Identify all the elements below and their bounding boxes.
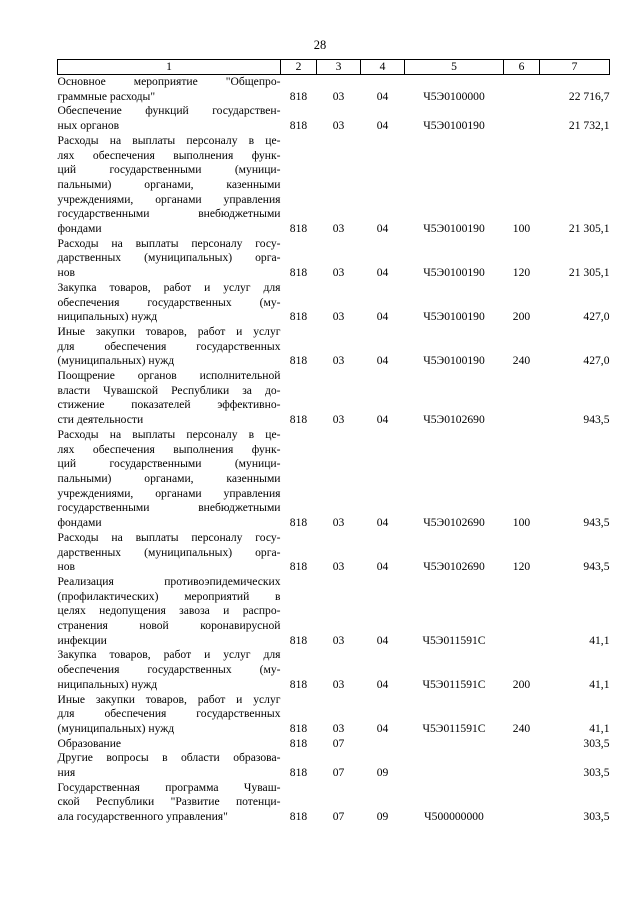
row-ministry-code: 818 [289, 119, 308, 133]
row-expense-type-code: 120 [512, 266, 531, 280]
row-ministry-code: 818 [289, 677, 308, 691]
row-target-article-code [405, 751, 504, 780]
row-subsection-code: 09 [376, 810, 389, 824]
row-subsection-code: 04 [376, 266, 389, 280]
row-description [58, 237, 281, 281]
row-expense-type-code [504, 75, 540, 105]
description-line: фондами [57, 516, 102, 530]
column-header-6: 6 [504, 60, 540, 75]
row-description [58, 369, 281, 428]
description-line: лях обеспечения выполнения функ- [57, 442, 281, 456]
description-line: целях недопущения завоза и распро- [57, 604, 281, 618]
description-line: для обеспечения государственных [57, 707, 281, 721]
row-target-article-code: Ч5Э0100190 [423, 266, 485, 280]
row-expense-type-code: 240 [512, 721, 531, 735]
description-line: Расходы на выплаты персоналу в це- [57, 427, 281, 441]
row-section-code: 03 [332, 266, 345, 280]
description-line: (профилактических) мероприятий в [57, 589, 281, 603]
row-target-article-code: Ч5Э0100190 [423, 310, 485, 324]
row-amount: 21 305,1 [568, 266, 610, 280]
column-header-5: 5 [405, 60, 504, 75]
description-line: ния [57, 766, 76, 780]
row-amount: 303,5 [583, 736, 610, 750]
row-ministry-code: 818 [289, 633, 308, 647]
column-header-3: 3 [317, 60, 361, 75]
row-target-article-code: Ч5Э0102690 [423, 516, 485, 530]
description-line: стижение показателей эффективно- [57, 398, 281, 412]
description-line: странения новой коронавирусной [57, 619, 281, 633]
column-header-7: 7 [540, 60, 610, 75]
description-line: пальными) органами, казенными [57, 177, 281, 191]
description-line: Обеспечение функций государствен- [57, 104, 281, 118]
row-subsection-code: 04 [376, 721, 389, 735]
column-header-1: 1 [58, 60, 281, 75]
row-description [58, 134, 281, 237]
description-line: лях обеспечения выполнения функ- [57, 148, 281, 162]
row-ministry-code: 818 [289, 721, 308, 735]
row-subsection-code: 04 [376, 222, 389, 236]
description-line: нов [57, 266, 75, 280]
description-line: ных органов [57, 119, 120, 133]
row-ministry-code: 818 [289, 516, 308, 530]
table-row [58, 237, 610, 281]
description-line: обеспечения государственных (му- [57, 663, 281, 677]
table-row [58, 693, 610, 737]
row-target-article-code: Ч5Э0100190 [423, 354, 485, 368]
description-line: для обеспечения государственных [57, 339, 281, 353]
column-header-4: 4 [361, 60, 405, 75]
table-row [58, 737, 610, 752]
row-target-article-code: Ч5Э011591С [422, 721, 486, 735]
row-expense-type-code: 240 [512, 354, 531, 368]
description-line: обеспечения государственных (му- [57, 295, 281, 309]
description-line: государственными внебюджетными [57, 501, 281, 515]
table-row [58, 428, 610, 531]
row-description [58, 325, 281, 369]
table-row [58, 134, 610, 237]
table-body [58, 75, 610, 825]
table-row [58, 369, 610, 428]
row-description [58, 751, 281, 780]
row-section-code: 03 [332, 560, 345, 574]
row-target-article-code: Ч5Э011591С [422, 677, 486, 691]
row-ministry-code: 818 [289, 810, 308, 824]
row-description [58, 737, 281, 752]
table-row [58, 325, 610, 369]
description-line: инфекции [57, 633, 107, 647]
table-row [58, 781, 610, 825]
table-row [58, 531, 610, 575]
description-line: ниципальных) нужд [57, 310, 158, 324]
description-line: Поощрение органов исполнительной [57, 369, 281, 383]
description-line: государственными внебюджетными [57, 207, 281, 221]
row-subsection-code: 04 [376, 119, 389, 133]
description-line: Расходы на выплаты персоналу госу- [57, 236, 281, 250]
row-expense-type-code: 100 [512, 516, 531, 530]
row-target-article-code: Ч5Э011591С [422, 633, 486, 647]
row-ministry-code: 818 [289, 222, 308, 236]
row-ministry-code: 818 [289, 354, 308, 368]
row-amount: 41,1 [589, 633, 610, 647]
row-description [58, 104, 281, 133]
description-line: Другие вопросы в области образова- [57, 751, 281, 765]
row-subsection-code: 04 [376, 310, 389, 324]
description-line: Реализация противоэпидемических [57, 574, 281, 588]
row-subsection-code [361, 737, 405, 752]
row-description [58, 75, 281, 105]
row-target-article-code: Ч5Э0100190 [423, 222, 485, 236]
description-line: ала государственного управления" [57, 810, 228, 824]
row-amount: 303,5 [583, 810, 610, 824]
row-section-code: 03 [332, 516, 345, 530]
description-line: сти деятельности [57, 413, 144, 427]
row-ministry-code: 818 [289, 736, 308, 750]
description-line: Закупка товаров, работ и услуг для [57, 280, 281, 294]
row-subsection-code: 04 [376, 413, 389, 427]
row-section-code: 03 [332, 119, 345, 133]
row-ministry-code: 818 [289, 766, 308, 780]
row-description [58, 575, 281, 649]
row-amount: 943,5 [583, 516, 610, 530]
row-target-article-code: Ч5Э0100000 [423, 89, 485, 103]
row-description [58, 281, 281, 325]
row-expense-type-code [504, 104, 540, 133]
description-line: ниципальных) нужд [57, 677, 158, 691]
description-line: фондами [57, 222, 102, 236]
description-line: власти Чувашской Республики за до- [57, 383, 281, 397]
row-subsection-code: 04 [376, 560, 389, 574]
row-description [58, 428, 281, 531]
row-ministry-code: 818 [289, 560, 308, 574]
row-section-code: 03 [332, 413, 345, 427]
row-expense-type-code: 120 [512, 560, 531, 574]
row-description [58, 693, 281, 737]
description-line: ций государственными (муници- [57, 457, 281, 471]
row-subsection-code: 04 [376, 633, 389, 647]
row-ministry-code: 818 [289, 413, 308, 427]
row-amount: 21 305,1 [568, 222, 610, 236]
description-line: Иные закупки товаров, работ и услуг [57, 692, 281, 706]
row-ministry-code: 818 [289, 310, 308, 324]
row-amount: 427,0 [583, 354, 610, 368]
row-target-article-code: Ч5Э0102690 [423, 560, 485, 574]
row-description [58, 531, 281, 575]
row-section-code: 07 [332, 810, 345, 824]
row-section-code: 03 [332, 633, 345, 647]
row-section-code: 03 [332, 310, 345, 324]
row-expense-type-code [504, 751, 540, 780]
description-line: дарственных (муниципальных) орга- [57, 545, 281, 559]
row-subsection-code: 04 [376, 516, 389, 530]
row-section-code: 03 [332, 89, 345, 103]
description-line: Государственная программа Чуваш- [57, 780, 281, 794]
row-amount: 303,5 [583, 766, 610, 780]
row-expense-type-code: 100 [512, 222, 531, 236]
row-section-code: 03 [332, 354, 345, 368]
row-section-code: 07 [332, 766, 345, 780]
description-line: дарственных (муниципальных) орга- [57, 251, 281, 265]
row-ministry-code: 818 [289, 89, 308, 103]
row-section-code: 03 [332, 721, 345, 735]
table-header-row [58, 60, 610, 75]
table-row [58, 575, 610, 649]
description-line: учреждениями, органами управления [57, 192, 281, 206]
table-row [58, 281, 610, 325]
page-number: 28 [313, 38, 327, 52]
description-line: (муниципальных) нужд [57, 354, 175, 368]
table-row [58, 751, 610, 780]
row-expense-type-code [504, 369, 540, 428]
row-amount: 427,0 [583, 310, 610, 324]
description-line: ций государственными (муници- [57, 163, 281, 177]
row-ministry-code: 818 [289, 266, 308, 280]
description-line: нов [57, 560, 75, 574]
row-expense-type-code: 200 [512, 310, 531, 324]
row-subsection-code: 09 [376, 766, 389, 780]
row-section-code: 03 [332, 222, 345, 236]
row-amount: 41,1 [589, 721, 610, 735]
row-section-code: 03 [332, 677, 345, 691]
row-amount: 22 716,7 [568, 89, 610, 103]
table-row [58, 75, 610, 105]
description-line: Расходы на выплаты персоналу в це- [57, 133, 281, 147]
row-subsection-code: 04 [376, 89, 389, 103]
row-expense-type-code [504, 737, 540, 752]
row-subsection-code: 04 [376, 354, 389, 368]
description-line: Расходы на выплаты персоналу госу- [57, 530, 281, 544]
description-line: Иные закупки товаров, работ и услуг [57, 324, 281, 338]
description-line: учреждениями, органами управления [57, 486, 281, 500]
description-line: Закупка товаров, работ и услуг для [57, 648, 281, 662]
row-target-article-code: Ч5Э0100190 [423, 119, 485, 133]
row-target-article-code: Ч5Э0102690 [423, 413, 485, 427]
row-subsection-code: 04 [376, 677, 389, 691]
row-amount: 21 732,1 [568, 119, 610, 133]
description-line: Образование [57, 736, 122, 750]
budget-table [57, 59, 610, 825]
column-header-2: 2 [281, 60, 317, 75]
table-row [58, 104, 610, 133]
description-line: граммные расходы" [57, 89, 156, 103]
description-line: Основное мероприятие "Общепро- [57, 75, 281, 88]
row-amount: 41,1 [589, 677, 610, 691]
row-amount: 943,5 [583, 560, 610, 574]
row-description [58, 781, 281, 825]
description-line: пальными) органами, казенными [57, 471, 281, 485]
row-amount: 943,5 [583, 413, 610, 427]
row-expense-type-code [504, 781, 540, 825]
row-expense-type-code [504, 575, 540, 649]
description-line: (муниципальных) нужд [57, 721, 175, 735]
row-description [58, 648, 281, 692]
row-expense-type-code: 200 [512, 677, 531, 691]
row-section-code: 07 [332, 736, 345, 750]
row-target-article-code [405, 737, 504, 752]
table-row [58, 648, 610, 692]
description-line: ской Республики "Развитие потенци- [57, 795, 281, 809]
row-target-article-code: Ч500000000 [424, 810, 484, 824]
